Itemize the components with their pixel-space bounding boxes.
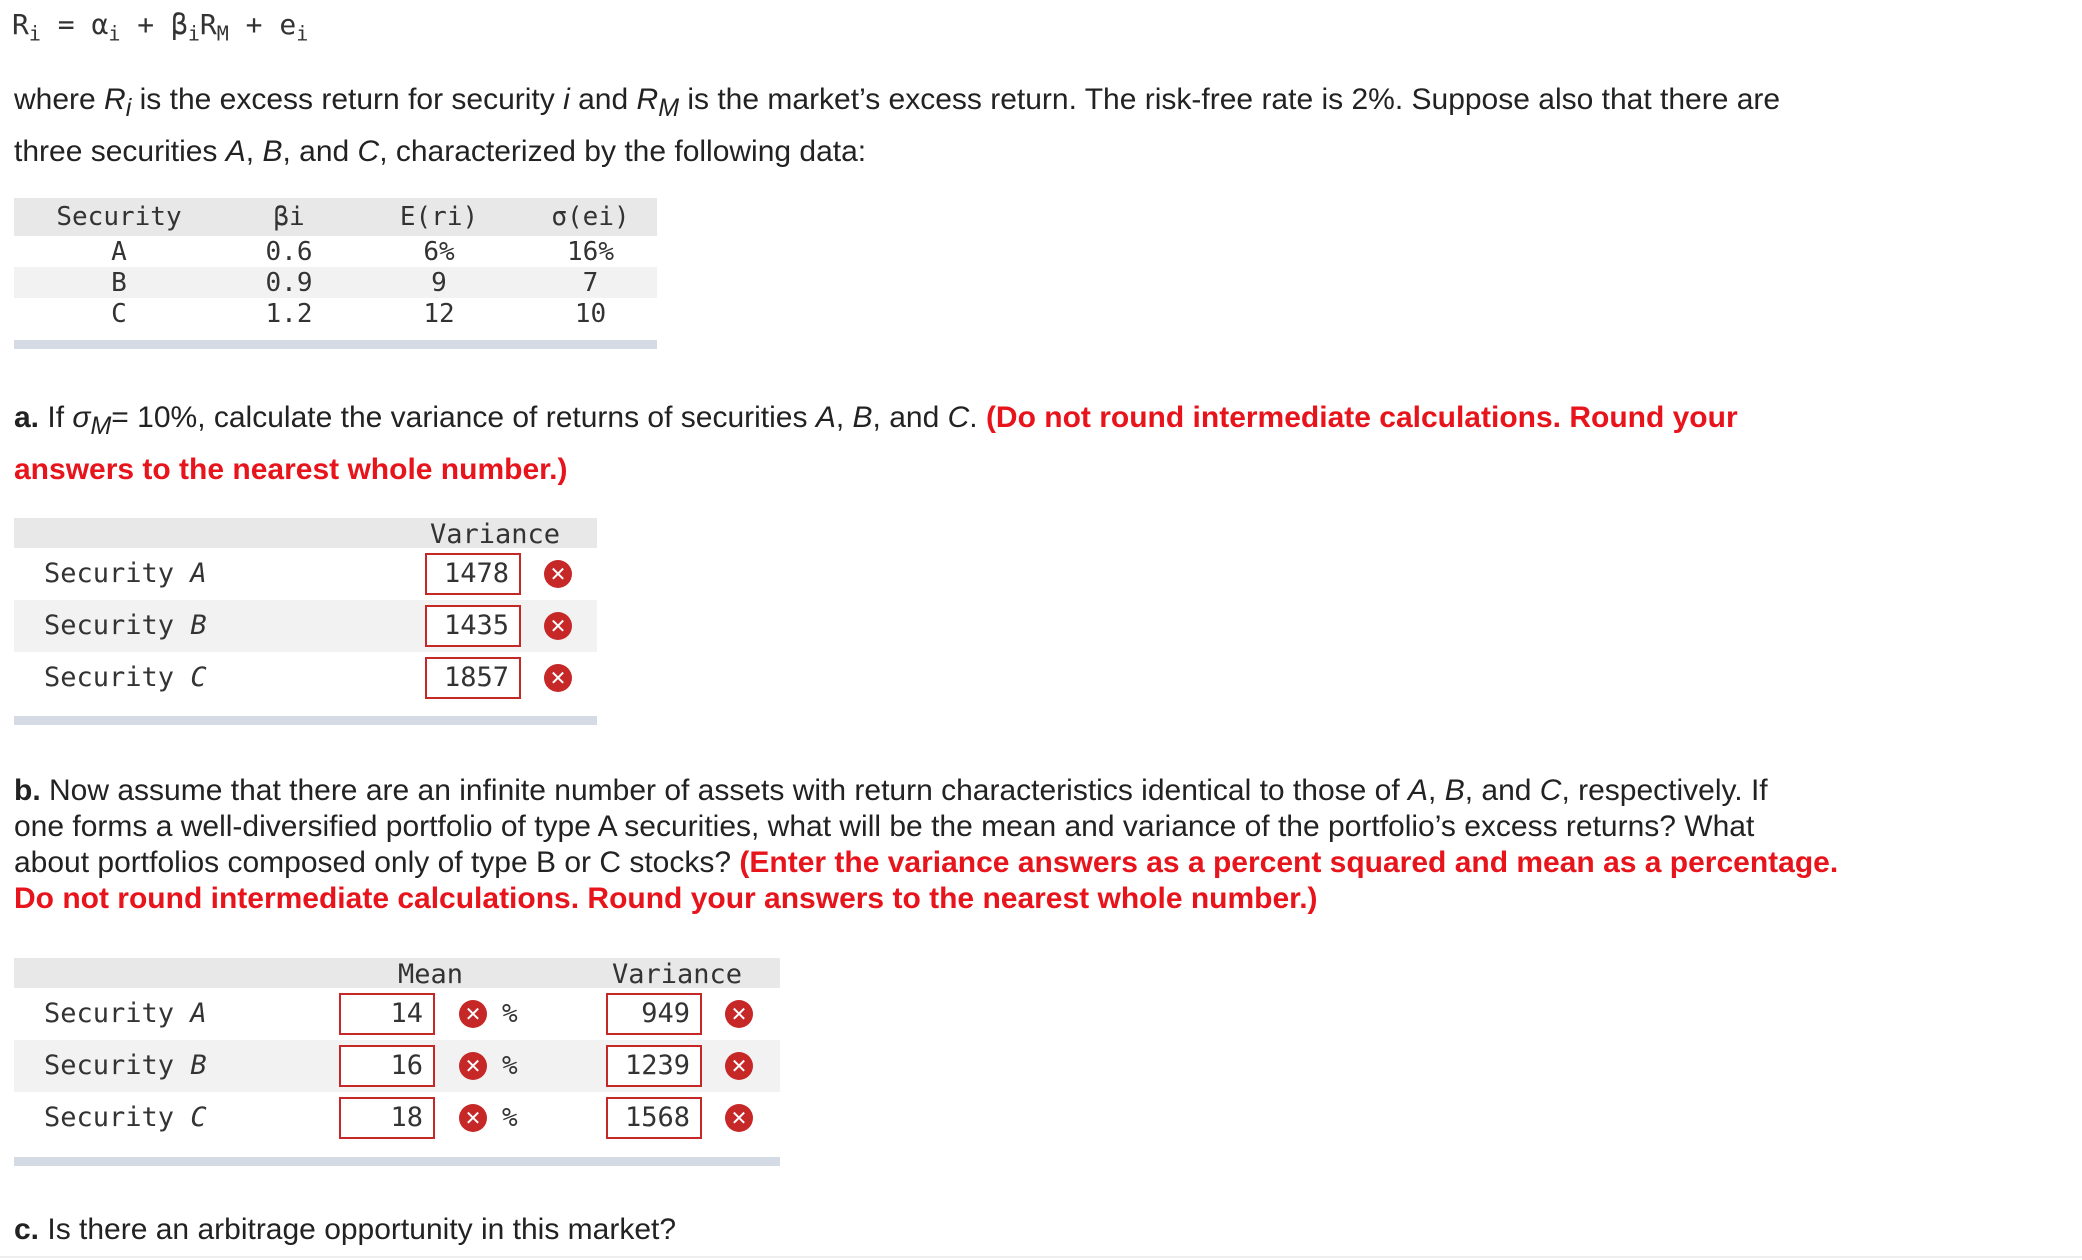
cell-return: 12 (423, 298, 455, 329)
answer-row-a (14, 548, 597, 600)
header-variance: Variance (430, 519, 561, 550)
header-residual-sd: σ(ei) (524, 198, 657, 236)
mean-input-b[interactable]: 16 (339, 1045, 435, 1087)
cell-sd: 16% (567, 236, 614, 267)
variance-answer-table (14, 518, 597, 730)
table-divider (14, 716, 597, 725)
table-divider (14, 1157, 780, 1166)
header-beta: βi (224, 198, 354, 236)
percent-sign: % (502, 999, 518, 1029)
cell-security: A (111, 236, 127, 267)
cell-sd: 10 (574, 298, 607, 329)
security-data-table (14, 198, 657, 329)
variance-input-b[interactable]: 1239 (606, 1045, 702, 1087)
incorrect-x-icon: ✕ (725, 1052, 753, 1080)
incorrect-x-icon: ✕ (544, 612, 572, 640)
incorrect-x-icon: ✕ (725, 1104, 753, 1132)
header-variance: Variance (612, 959, 743, 990)
row-label: Security A (44, 558, 207, 589)
bottom-divider (0, 1256, 2082, 1258)
variance-input-c[interactable]: 1568 (606, 1097, 702, 1139)
answer-row-a (14, 988, 780, 1040)
variance-input-b[interactable]: 1435 (425, 605, 521, 647)
row-label: Security C (44, 1102, 207, 1133)
cell-sd: 7 (524, 267, 657, 298)
incorrect-x-icon: ✕ (544, 560, 572, 588)
mean-variance-answer-table (14, 958, 780, 1170)
part-c-question: c. Is there an arbitrage opportunity in this market? (14, 1213, 677, 1246)
model-equation: $R_i = \alpha_i + \beta_iR_M + e_i$ (12, 8, 309, 46)
cell-beta: 1.2 (265, 298, 313, 329)
part-a-question: a. If $\sigma_M= 10\%$, calculate the variance of returns of securities A, B, and C. (Do not round intermediate calculations. Round your answers to the nearest whole number.) (14, 401, 1738, 486)
header-mean: Mean (398, 959, 464, 990)
row-label: Security B (44, 1050, 207, 1081)
cell-security: C (111, 298, 127, 329)
incorrect-x-icon: ✕ (459, 1052, 487, 1080)
mean-input-a[interactable]: 14 (339, 993, 435, 1035)
cell-security: B (14, 267, 224, 298)
variance-input-a[interactable]: 949 (606, 993, 702, 1035)
cell-return: 6% (423, 236, 455, 267)
header-expected-return: E(ri) (354, 198, 524, 236)
answer-row-c (14, 652, 597, 704)
answer-row-b (14, 1040, 780, 1092)
mean-input-c[interactable]: 18 (339, 1097, 435, 1139)
answer-row-c (14, 1092, 780, 1144)
variance-input-a[interactable]: 1478 (425, 553, 521, 595)
row-label: Security C (44, 662, 207, 693)
row-label: Security A (44, 998, 207, 1029)
incorrect-x-icon: ✕ (725, 1000, 753, 1028)
header-security: Security (14, 198, 224, 236)
percent-sign: % (502, 1103, 518, 1133)
incorrect-x-icon: ✕ (459, 1000, 487, 1028)
row-label: Security B (44, 610, 207, 641)
answer-row-b (14, 600, 597, 652)
variance-input-c[interactable]: 1857 (425, 657, 521, 699)
incorrect-x-icon: ✕ (544, 664, 572, 692)
cell-beta: 0.6 (265, 236, 313, 267)
part-b-question: b. Now assume that there are an infinite number of assets with return characteristics identical to those of A, B, and C, respectively. If one forms a well-diversified portfolio of type A securities, what will be the mean and variance of the portfolio’s excess returns? What about portfolios composed only of type B or C stocks? (Enter the variance answers as a percent squared and mean as a percentage. Do not round intermediate calculations. Round your answers to the nearest whole number.) (14, 774, 1839, 915)
table-divider (14, 340, 657, 349)
intro-text: where $R_i$ is the excess return for security i and $R_M$ is the market’s excess return. The risk-free rate is 2%. Suppose also that there are three securities A, B, and C, characterized by the following data: (14, 83, 1781, 168)
cell-beta: 0.9 (224, 267, 354, 298)
incorrect-x-icon: ✕ (459, 1104, 487, 1132)
percent-sign: % (502, 1051, 518, 1081)
cell-return: 9 (354, 267, 524, 298)
